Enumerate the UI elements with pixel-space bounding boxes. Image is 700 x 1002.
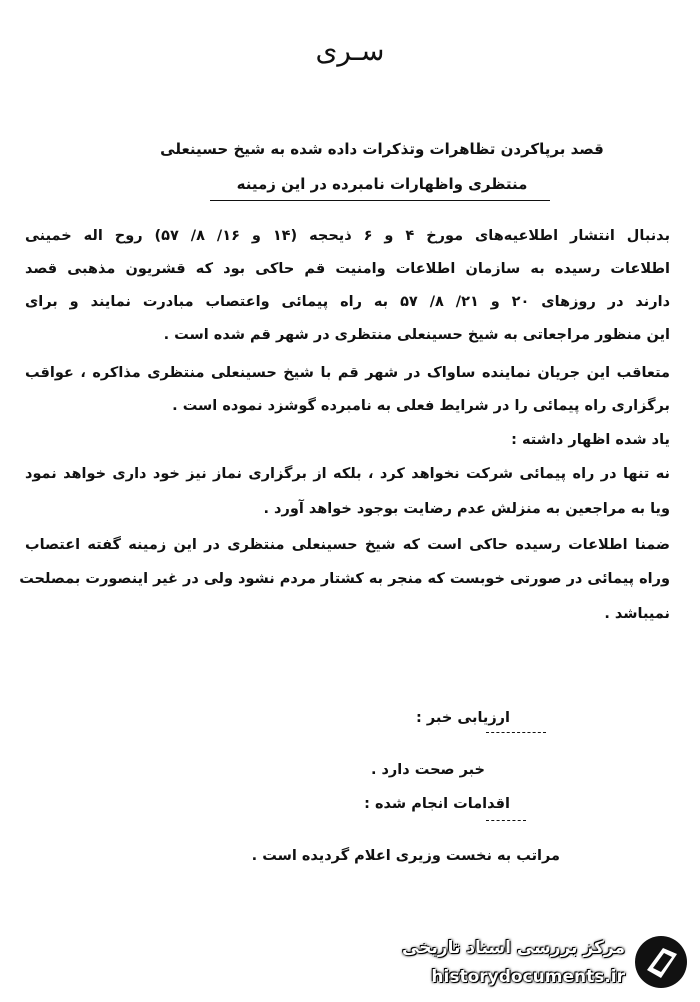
actions-underline bbox=[486, 820, 526, 821]
classification-stamp: سـری bbox=[315, 34, 385, 67]
body-line: ضمنا اطلاعات رسیده حاکی است که شیخ حسینعلی منتظری در این زمینه گفته اعتصاب bbox=[25, 537, 670, 553]
body-line: متعاقب این جریان نماینده ساواک در شهر قم با شیخ حسینعلی منتظری مذاکره ، عواقب bbox=[25, 365, 670, 381]
archive-logo-icon bbox=[633, 934, 689, 990]
body-line: بدنبال انتشار اطلاعیه‌های مورخ ۴ و ۶ ذیحجه (۱۴ و ۱۶/ ۸/ ۵۷) روح اله خمینی bbox=[25, 228, 671, 244]
assessment-underline bbox=[486, 732, 546, 733]
actions-label: اقدامات انجام شده : bbox=[364, 796, 510, 812]
watermark bbox=[402, 920, 695, 1000]
body-line: برگزاری راه پیمائی را در شرایط فعلی به نامبرده گوشزد نموده است . bbox=[172, 398, 670, 414]
body-line: وراه پیمائی در صورتی خوبست که منجر به کشتار مردم نشود ولی در غیر اینصورت بمصلحت bbox=[19, 571, 670, 587]
body-line: دارند در روزهای ۲۰ و ۲۱/ ۸/ ۵۷ به راه پیمائی واعتصاب مبادرت نمایند و برای bbox=[25, 294, 671, 310]
body-line: اطلاعات رسیده به سازمان اطلاعات وامنیت قم حاکی بود که قشریون مذهبی قصد bbox=[25, 261, 670, 277]
body-line: نه تنها در راه پیمائی شرکت نخواهد کرد ، بلکه از برگزاری نماز نیز خود داری خواهد نمود bbox=[25, 466, 670, 482]
body-line: نمیباشد . bbox=[604, 606, 670, 622]
subject-underline bbox=[210, 200, 550, 201]
body-line: یاد شده اظهار داشته : bbox=[511, 432, 670, 448]
actions-value: مراتب به نخست وزیری اعلام گردیده است . bbox=[251, 848, 560, 864]
subject-line-1: قصد برپاکردن تظاهرات وتذکرات داده شده به شیخ حسینعلی bbox=[160, 140, 604, 158]
assessment-value: خبر صحت دارد . bbox=[370, 762, 485, 778]
body-line: این منظور مراجعاتی به شیخ حسینعلی منتظری در شهر قم شده است . bbox=[163, 327, 670, 343]
body-line: ویا به مراجعین به منزلش عدم رضایت بوجود خواهد آورد . bbox=[263, 501, 670, 517]
watermark-url: historydocuments.ir bbox=[431, 967, 625, 987]
watermark-title: مرکز بررسی اسناد تاریخی bbox=[402, 938, 625, 958]
subject-line-2: منتظری واظهارات نامبرده در این زمینه bbox=[236, 175, 528, 193]
assessment-label: ارزیابی خبر : bbox=[416, 710, 510, 726]
